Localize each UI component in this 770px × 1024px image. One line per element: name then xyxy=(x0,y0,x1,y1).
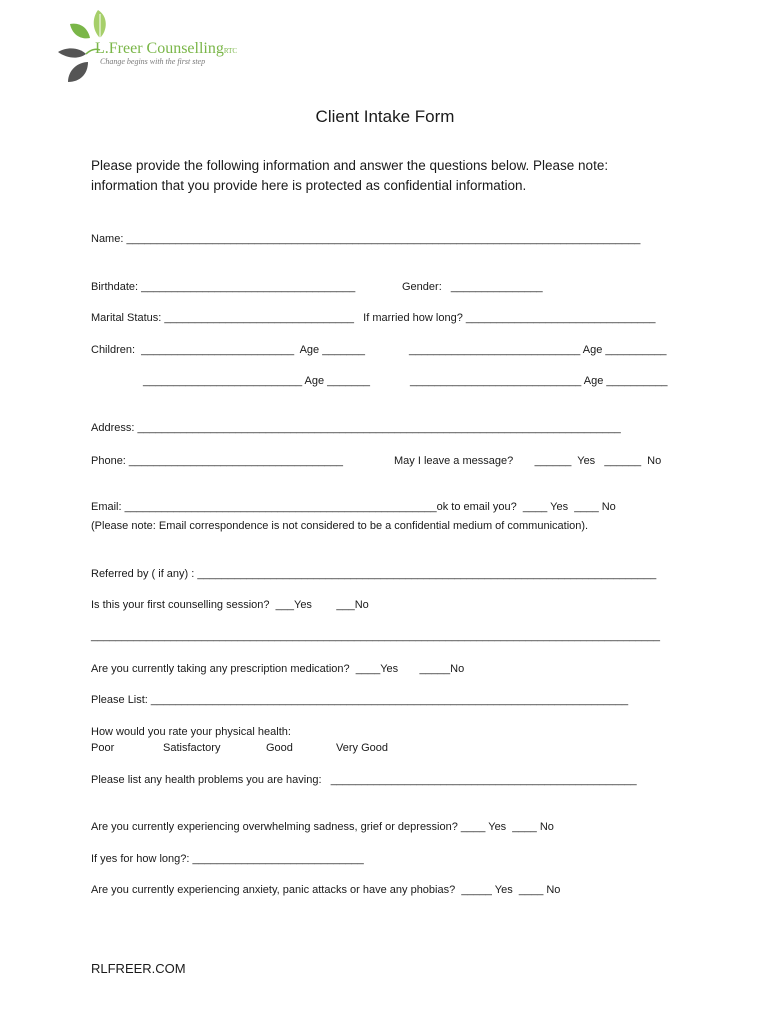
intro-text: Please provide the following information and answer the questions below. Please note: information that you provide here is protected as confidential information. xyxy=(91,158,609,193)
health-option-poor[interactable]: Poor xyxy=(91,742,115,754)
leave-message-field[interactable]: May I leave a message? ______ Yes ______ No xyxy=(394,455,662,467)
medication-list-field[interactable]: Please List: ______________________________________________________________________________ xyxy=(91,694,629,706)
gender-field[interactable]: Gender: _______________ xyxy=(402,281,543,293)
physical-health-question: How would you rate your physical health: xyxy=(91,726,291,738)
address-field[interactable]: Address: _______________________________________________________________________________ xyxy=(91,422,621,434)
first-session-field[interactable]: Is this your first counselling session? ___Yes ___No xyxy=(91,599,369,611)
health-option-satisfactory[interactable]: Satisfactory xyxy=(163,742,221,754)
referred-by-field[interactable]: Referred by ( if any) : ___________________________________________________________________________ xyxy=(91,568,657,580)
anxiety-field[interactable]: Are you currently experiencing anxiety, panic attacks or have any phobias? _____ Yes ____ No xyxy=(91,884,561,896)
logo-tagline: Change begins with the first step xyxy=(100,57,206,66)
how-long-field[interactable]: If yes for how long?: ____________________________ xyxy=(91,853,364,865)
medication-field[interactable]: Are you currently taking any prescription medication? ____Yes _____No xyxy=(91,663,465,675)
sadness-field[interactable]: Are you currently experiencing overwhelming sadness, grief or depression? ____ Yes ____ No xyxy=(91,821,554,833)
name-field[interactable]: Name: ____________________________________________________________________________________ xyxy=(91,233,641,245)
page-title: Client Intake Form xyxy=(315,107,455,126)
children-field-2[interactable]: ____________________________ Age __________ xyxy=(409,344,667,356)
logo-name: L.Freer CounsellingRTC xyxy=(95,40,238,57)
email-field[interactable]: Email: ___________________________________________________ok to email you? ____ Yes ____ No xyxy=(91,501,616,513)
children-field-1[interactable]: Children: _________________________ Age _______ xyxy=(91,344,366,356)
email-note: (Please note: Email correspondence is not considered to be a confidential medium of communication). xyxy=(91,520,589,532)
health-problems-field[interactable]: Please list any health problems you are having: __________________________________________________ xyxy=(91,774,637,786)
phone-field[interactable]: Phone: ___________________________________ xyxy=(91,455,344,467)
blank-line[interactable]: _____________________________________________________________________________________________ xyxy=(91,630,660,642)
birthdate-field[interactable]: Birthdate: ___________________________________ xyxy=(91,281,356,293)
footer-url: RLFREER.COM xyxy=(91,961,186,976)
health-option-very-good[interactable]: Very Good xyxy=(336,742,388,754)
marital-status-field[interactable]: Marital Status: _______________________________ If married how long? _______________________________ xyxy=(91,312,656,324)
children-field-4[interactable]: ____________________________ Age __________ xyxy=(410,375,668,387)
children-field-3[interactable]: __________________________ Age _______ xyxy=(143,375,370,387)
health-option-good[interactable]: Good xyxy=(266,742,293,754)
